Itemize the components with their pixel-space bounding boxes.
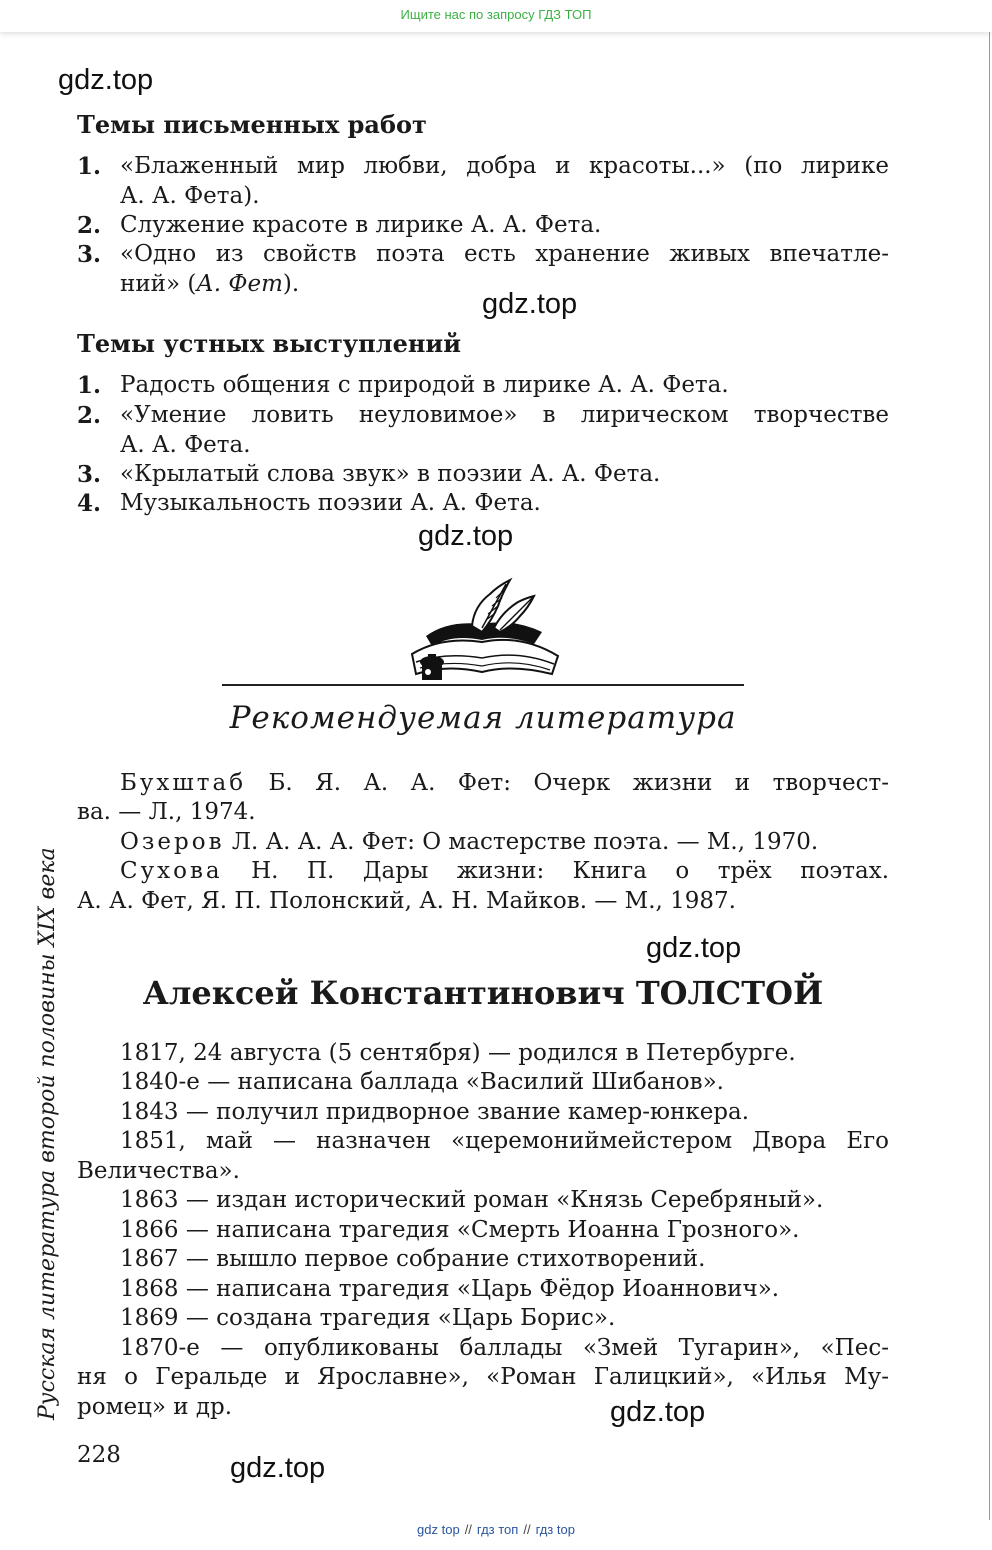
item-text-line: А. А. Фета. bbox=[120, 431, 251, 458]
item-text-line: «Крылатый слова звук» в поэзии А. А. Фета. bbox=[120, 461, 661, 487]
item-text-line: Музыкальность поэзии А. А. Фета. bbox=[120, 490, 541, 516]
oral-topics-heading: Темы устных выступлений bbox=[77, 329, 462, 358]
timeline-line: 1869 — создана трагедия «Царь Борис». bbox=[120, 1305, 616, 1331]
list-item bbox=[77, 152, 889, 211]
list-item bbox=[77, 489, 889, 519]
timeline-line: ня о Геральде и Ярославне», «Роман Галицкий», «Илья Му- bbox=[77, 1364, 889, 1390]
page-edge-rule bbox=[989, 32, 990, 1520]
watermark: gdz.top bbox=[418, 520, 514, 552]
item-number: 1. bbox=[77, 153, 102, 180]
footer-separator: // bbox=[523, 1522, 531, 1537]
footer-link[interactable]: гдз топ bbox=[476, 1522, 519, 1537]
watermark: gdz.top bbox=[230, 1452, 326, 1484]
timeline-line: 1843 — получил придворное звание камер-юнкера. bbox=[120, 1099, 750, 1125]
timeline-line: 1867 — вышло первое собрание стихотворений. bbox=[120, 1246, 706, 1272]
literature-line: Озеров Л. А. А. А. Фет: О мастерстве поэта. — М., 1970. bbox=[120, 829, 819, 855]
author-heading: Алексей Константинович ТОЛСТОЙ bbox=[142, 974, 824, 1012]
watermark: gdz.top bbox=[482, 288, 578, 320]
watermark: gdz.top bbox=[610, 1396, 706, 1428]
item-number: 3. bbox=[77, 241, 102, 268]
literature-line: Бухштаб Б. Я. А. А. Фет: Очерк жизни и творчест- bbox=[120, 770, 890, 796]
section-divider bbox=[222, 684, 744, 686]
literature-title: Рекомендуемая литература bbox=[229, 700, 737, 736]
written-topics-heading: Темы письменных работ bbox=[77, 110, 427, 139]
item-text-line: ний» (А. Фет). bbox=[120, 270, 300, 297]
item-text-line: «Блаженный мир любви, добра и красоты...» (по лирике bbox=[120, 153, 889, 179]
item-text-line: «Умение ловить неуловимое» в лирическом творчестве bbox=[120, 402, 889, 428]
literature-author: Бухштаб bbox=[120, 770, 247, 796]
timeline-line: ромец» и др. bbox=[77, 1394, 233, 1420]
literature-author: Сухова bbox=[120, 858, 223, 884]
item-number: 3. bbox=[77, 461, 102, 488]
timeline-line: 1868 — написана трагедия «Царь Фёдор Иоаннович». bbox=[120, 1276, 780, 1302]
literature-line: Сухова Н. П. Дары жизни: Книга о трёх поэтах. bbox=[120, 858, 890, 884]
list-item bbox=[77, 371, 889, 401]
timeline-line: 1851, май — назначен «церемониймейстером Двора Его bbox=[120, 1128, 889, 1154]
literature-line: ва. — Л., 1974. bbox=[77, 799, 256, 825]
page-number: 228 bbox=[77, 1442, 121, 1468]
item-number: 4. bbox=[77, 490, 102, 517]
footer-links bbox=[0, 1522, 992, 1537]
item-text-line: Радость общения с природой в лирике А. А. Фета. bbox=[120, 372, 729, 398]
quote-author: А. Фет bbox=[196, 270, 283, 297]
top-banner[interactable] bbox=[0, 0, 992, 32]
footer-link[interactable]: гдз top bbox=[535, 1522, 575, 1537]
literature-author: Озеров bbox=[120, 829, 225, 855]
item-text-line: «Одно из свойств поэта есть хранение живых впечатле- bbox=[120, 241, 889, 267]
timeline-line: 1866 — написана трагедия «Смерть Иоанна Грозного». bbox=[120, 1217, 800, 1243]
footer-link[interactable]: gdz top bbox=[417, 1522, 460, 1537]
list-item bbox=[77, 240, 889, 299]
side-running-title: Русская литература второй половины XIX века bbox=[35, 847, 60, 1420]
timeline-line: 1870-е — опубликованы баллады «Змей Тугарин», «Пес- bbox=[120, 1335, 889, 1361]
list-item bbox=[77, 211, 889, 241]
timeline-line: Величества». bbox=[77, 1158, 240, 1184]
quill-inkwell-illustration bbox=[402, 576, 564, 686]
banner-text: Ищите нас по запросу ГДЗ ТОП bbox=[400, 7, 592, 22]
timeline-line: 1840-е — написана баллада «Василий Шибанов». bbox=[120, 1069, 724, 1095]
list-item bbox=[77, 401, 889, 460]
literature-line: А. А. Фет, Я. П. Полонский, А. Н. Майков. — М., 1987. bbox=[77, 888, 736, 914]
item-number: 2. bbox=[77, 212, 102, 239]
watermark: gdz.top bbox=[58, 64, 154, 96]
item-number: 2. bbox=[77, 402, 102, 429]
item-text-line: Служение красоте в лирике А. А. Фета. bbox=[120, 212, 602, 238]
list-item bbox=[77, 460, 889, 490]
footer-separator: // bbox=[464, 1522, 472, 1537]
timeline-line: 1863 — издан исторический роман «Князь Серебряный». bbox=[120, 1187, 824, 1213]
author-surname: ТОЛСТОЙ bbox=[635, 974, 824, 1012]
item-text-line: А. А. Фета). bbox=[120, 182, 260, 209]
watermark: gdz.top bbox=[646, 932, 742, 964]
item-number: 1. bbox=[77, 372, 102, 399]
timeline-line: 1817, 24 августа (5 сентября) — родился в Петербурге. bbox=[120, 1040, 796, 1066]
